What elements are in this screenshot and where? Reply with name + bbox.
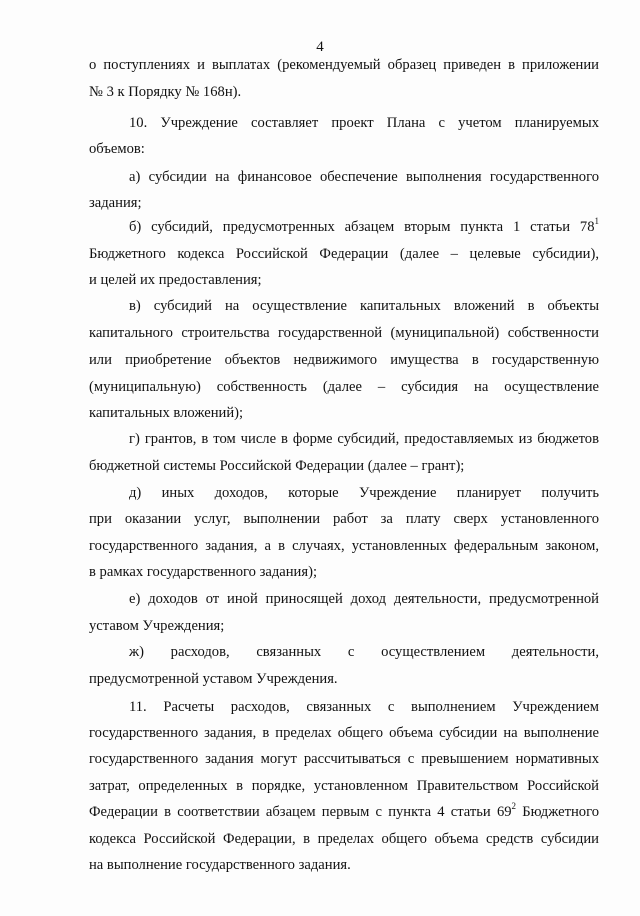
text-line: кодекса Российской Федерации, в пределах общего объема средств субсидии <box>89 831 599 847</box>
text-line: государственного задания, в пределах общего объема субсидии на выполнение <box>89 725 599 741</box>
text-line: г) грантов, в том числе в форме субсидий, предоставляемых из бюджетов <box>129 431 599 447</box>
text-line: (муниципальную) собственность (далее – субсидия на осуществление <box>89 379 599 395</box>
superscript: 1 <box>594 216 599 227</box>
text-line: б) субсидий, предусмотренных абзацем вторым пункта 1 статьи $78^1$ <box>129 216 599 235</box>
text-line: 11. Расчеты расходов, связанных с выполнением Учреждением <box>129 699 599 715</box>
text-line: на выполнение государственного задания. <box>89 857 351 873</box>
text-line: Федерации в соответствии абзацем первым с пункта 4 статьи $69^2$ Бюджетного <box>89 801 599 820</box>
text-line: Бюджетного кодекса Российской Федерации (далее – целевые субсидии), <box>89 246 599 262</box>
text-line: уставом Учреждения; <box>89 618 225 634</box>
text-line: а) субсидии на финансовое обеспечение выполнения государственного <box>129 169 599 185</box>
text-line: и целей их предоставления; <box>89 272 262 288</box>
text-line: ж) расходов, связанных с осуществлением деятельности, <box>129 644 599 660</box>
text-line: бюджетной системы Российской Федерации (далее – грант); <box>89 458 465 474</box>
text-line: затрат, определенных в порядке, установленном Правительством Российской <box>89 778 599 794</box>
superscript: 2 <box>511 801 517 812</box>
text-line: предусмотренной уставом Учреждения. <box>89 671 338 687</box>
text-line: д) иных доходов, которые Учреждение планирует получить <box>129 485 599 501</box>
text-line: объемов: <box>89 141 145 157</box>
text-line: о поступлениях и выплатах (рекомендуемый образец приведен в приложении <box>89 57 599 73</box>
text-line: государственного задания могут рассчитываться с превышением нормативных <box>89 751 599 767</box>
text-line: в рамках государственного задания); <box>89 564 317 580</box>
text-line: капитального строительства государственной (муниципальной) собственности <box>89 325 599 341</box>
text-line: в) субсидий на осуществление капитальных вложений в объекты <box>129 298 599 314</box>
text-line: е) доходов от иной приносящей доход деятельности, предусмотренной <box>129 591 599 607</box>
text-line: при оказании услуг, выполнении работ за плату сверх установленного <box>89 511 599 527</box>
text-line: капитальных вложений); <box>89 405 244 421</box>
text-line: № 3 к Порядку № 168н). <box>89 84 242 100</box>
text-line: государственного задания, а в случаях, установленных федеральным законом, <box>89 538 599 554</box>
text-line: или приобретение объектов недвижимого имущества в государственную <box>89 352 599 368</box>
page-number: 4 <box>316 39 324 55</box>
text-line: задания; <box>89 195 142 211</box>
text-line: 10. Учреждение составляет проект Плана с учетом планируемых <box>129 115 599 131</box>
